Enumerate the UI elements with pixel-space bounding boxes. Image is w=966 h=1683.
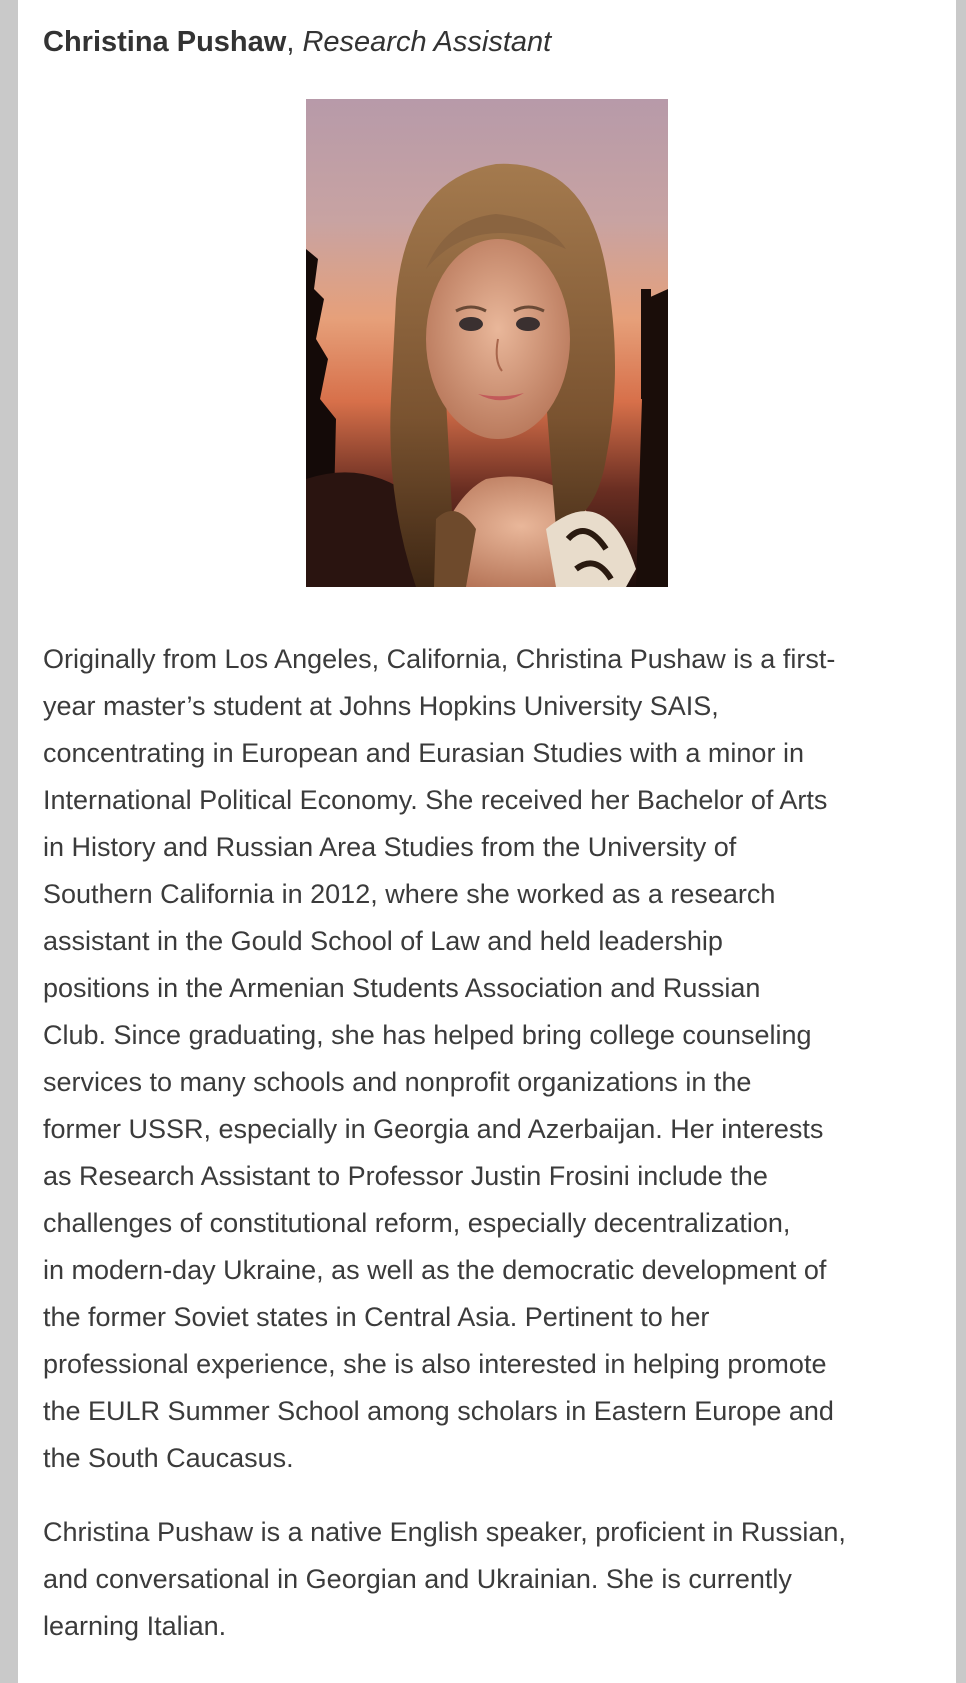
bio-line: as Research Assistant to Professor Justin Frosini include the [43, 1161, 768, 1191]
bio-line: Club. Since graduating, she has helped bring college counseling [43, 1020, 812, 1050]
bio-line: services to many schools and nonprofit organizations in the [43, 1067, 752, 1097]
bio-line: Christina Pushaw is a native English speaker, proficient in Russian, [43, 1517, 846, 1547]
bio-line: learning Italian. [43, 1611, 227, 1641]
bio-line: International Political Economy. She received her Bachelor of Arts [43, 785, 828, 815]
bio-line: assistant in the Gould School of Law and held leadership [43, 926, 723, 956]
heading-separator: , [286, 26, 303, 58]
bio-line: former USSR, especially in Georgia and Azerbaijan. Her interests [43, 1114, 824, 1144]
bio-line: the South Caucasus. [43, 1443, 294, 1473]
profile-page [18, 0, 956, 1683]
bio-line: and conversational in Georgian and Ukrainian. She is currently [43, 1564, 792, 1594]
bio-line: Southern California in 2012, where she worked as a research [43, 879, 776, 909]
profile-photo [306, 99, 668, 587]
biography [43, 636, 953, 1677]
person-role: Research Assistant [302, 26, 552, 58]
bio-line: the former Soviet states in Central Asia. Pertinent to her [43, 1302, 710, 1332]
bio-line: Originally from Los Angeles, California, Christina Pushaw is a first- [43, 644, 836, 674]
bio-line: challenges of constitutional reform, especially decentralization, [43, 1208, 791, 1238]
bio-line: in History and Russian Area Studies from the University of [43, 832, 737, 862]
bio-line: concentrating in European and Eurasian Studies with a minor in [43, 738, 804, 768]
profile-heading [43, 26, 551, 59]
bio-paragraph-1 [43, 636, 953, 1482]
bio-line: positions in the Armenian Students Association and Russian [43, 973, 761, 1003]
bio-line: in modern-day Ukraine, as well as the democratic development of [43, 1255, 827, 1285]
bio-paragraph-2 [43, 1509, 953, 1650]
bio-line: the EULR Summer School among scholars in Eastern Europe and [43, 1396, 834, 1426]
bio-line: year master’s student at Johns Hopkins University SAIS, [43, 691, 719, 721]
portrait-photo-image [306, 99, 668, 587]
person-name: Christina Pushaw [43, 26, 287, 58]
bio-line: professional experience, she is also interested in helping promote [43, 1349, 827, 1379]
